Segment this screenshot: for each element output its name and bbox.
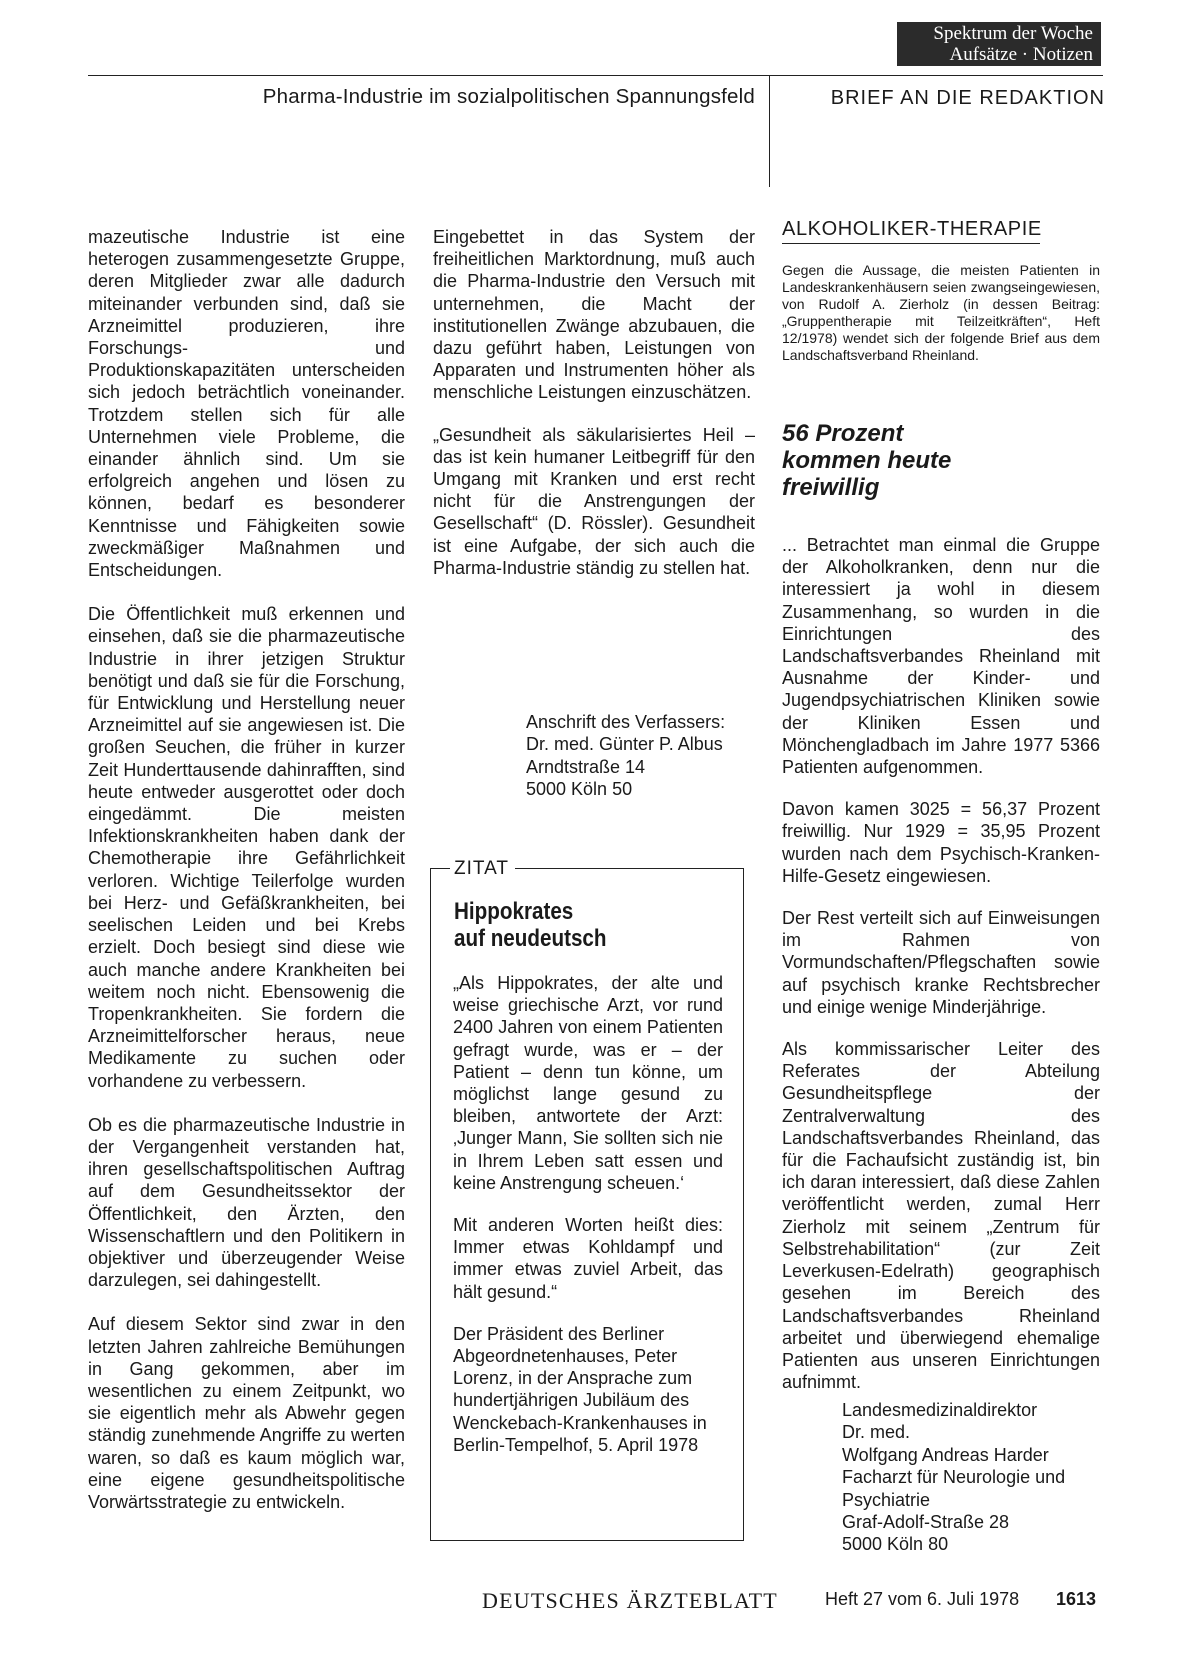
signature-line: Graf-Adolf-Straße 28 [842,1512,1010,1533]
running-title-right: BRIEF AN DIE REDAKTION [830,87,1105,109]
signature-line: Dr. med. [842,1422,911,1443]
issue-info: Heft 27 vom 6. Juli 1978 [825,1589,1020,1609]
quote-title [454,898,695,952]
quote-title-line: auf neudeutsch [454,925,607,952]
letter-headline [782,420,1082,501]
quote-title-line: Hippokrates [454,898,574,925]
address-line: Anschrift des Verfassers: [526,712,726,732]
signature-line: Facharzt für Neurologie und [842,1467,1066,1488]
letter-body [782,534,1100,1393]
paragraph: Davon kamen 3025 = 56,37 Prozent freiwillig. Nur 1929 = 35,95 Prozent wurden nach dem Psychisch-Kranken-Hilfe-Gesetz eingewiesen. [782,799,1100,886]
paragraph: Die Öffentlichkeit muß erkennen und einsehen, daß sie die pharmazeutische Industrie in ihrer jetzigen Struktur benötigt und daß sie für die Forschung, für Entwicklung und Herstellung neuer Arzneimittel auf sie angewiesen ist. Die großen Seuchen, die früher in kurzer Zeit Hunderttausende dahinrafften, sind heute entweder ausgerottet oder doch eingedämmt. Die meisten Infektionskrankheiten haben dank der Chemotherapie ihre Gefährlichkeit verloren. Wichtige Teilerfolge wurden bei Herz- und Gefäßkrankheiten, bei seelischen Leiden und bei Krebs erzielt. Doch besiegt sind diese wie auch manche andere Krankheiten bei weitem noch nicht. Ebensowenig die Tropenkrankheiten. Sie fordern die Arzneimittelforscher heraus, neue Medikamente zu suchen oder vorhandene zu verbessern. [88,604,405,1091]
page-number: 1613 [1056,1589,1097,1609]
signature-line: 5000 Köln 80 [842,1534,949,1555]
address-line: Arndtstraße 14 [526,756,646,777]
paragraph: ... Betrachtet man einmal die Gruppe der Alkoholkranken, denn nur die interessiert ja wohl in diesem Zusammenhang, so wurden in die Einrichtungen des Landschaftsverbandes Rheinland mit Ausnahme der Kinder- und Jugendpsychiatrischen Kliniken sowie der Kliniken Essen und Mönchengladbach im Jahre 1977 5366 Patienten aufgenommen. [782,535,1100,778]
header-rule [88,75,1103,76]
quote-body [453,972,723,1456]
column-divider [769,75,770,187]
headline-line: kommen heute [782,447,952,474]
paragraph: Auf diesem Sektor sind zwar in den letzten Jahren zahlreiche Bemühungen in Gang gekommen, aber im wesentlichen zu einem Zeitpunkt, wo sie eigentlich mehr als Abwehr gegen ständig zunehmende Angriffe zu werten waren, so daß es kaum möglich war, eine eigene gesundheitspolitische Vorwärtsstrategie zu entwickeln. [88,1314,405,1512]
badge-line-1: Spektrum der Woche [933,23,1093,44]
address-line: 5000 Köln 50 [526,779,633,800]
headline-line: 56 Prozent [782,420,904,447]
address-line: Dr. med. Günter P. Albus [526,734,723,755]
paragraph: Eingebettet in das System der freiheitlichen Marktordnung, muß auch die Pharma-Industrie den Versuch mit unternehmen, die Macht der institutionellen Zwänge abzubauen, die dazu geführt haben, Leistungen von Apparaten und Instrumenten höher als menschliche Leistungen einzuschätzen. [433,227,755,403]
letter-signature [842,1399,1102,1556]
article-column-2 [433,226,755,579]
letter-section-title: ALKOHOLIKER-THERAPIE [782,218,1042,240]
quote-paragraph: Mit anderen Worten heißt dies: Immer etwas Kohldampf und immer etwas zuviel Arbeit, das hält gesund.“ [453,1215,723,1302]
section-title-underline [782,243,1040,244]
running-title-left: Pharma-Industrie im sozialpolitischen Spannungsfeld [262,85,755,108]
paragraph: Der Rest verteilt sich auf Einweisungen im Rahmen von Vormundschaften/Pflegschaften sowie auf psychisch kranke Rechtsbrecher und einige wenige Minderjährige. [782,908,1100,1017]
article-column-1 [88,226,405,1513]
section-badge [897,22,1101,66]
signature-line: Landesmedizinaldirektor [842,1400,1038,1420]
paragraph: Ob es die pharmazeutische Industrie in der Vergangenheit verstanden hat, ihren gesellschaftspolitischen Auftrag auf dem Gesundheitssektor der Öffentlichkeit, den Ärzten, den Wissenschaftlern und den Politikern in objektiver und überzeugender Weise darzulegen, sei dahingestellt. [88,1114,405,1291]
quote-paragraph: „Als Hippokrates, der alte und weise griechische Arzt, vor rund 2400 Jahren von einem Patienten gefragt wurde, was er – der Patient – denn tun könne, um möglichst lange gesund zu bleiben, antwortete der Arzt: ‚Junger Mann, Sie sollten sich nie in Ihrem Leben satt essen und keine Anstrengung scheuen.‘ [453,973,723,1193]
journal-name: DEUTSCHES ÄRZTEBLATT [482,1588,778,1613]
signature-line: Wolfgang Andreas Harder [842,1444,1049,1465]
paragraph: „Gesundheit als säkularisiertes Heil – das ist kein humaner Leitbegriff für den Umgang mit Kranken und erst recht nicht für die Anstrengungen der Gesellschaft“ (D. Rössler). Gesundheit ist eine Aufgabe, der sich auch die Pharma-Industrie ständig zu stellen hat. [433,424,755,578]
letter-intro: Gegen die Aussage, die meisten Patienten in Landeskrankenhäusern seien zwangseingewiesen, von Rudolf A. Zierholz (in dessen Beitrag: „Gruppentherapie mit Teilzeitkräften“, Heft 12/1978) wendet sich der folgende Brief aus dem Landschaftsverband Rheinland. [782,262,1100,363]
paragraph: Als kommissarischer Leiter des Referates der Abteilung Gesundheitspflege der Zentralverwaltung des Landschaftsverbandes Rheinland, das für die Fachaufsicht zuständig ist, bin ich daran interessiert, daß diese Zahlen veröffentlicht werden, zumal Herr Zierholz mit seinem „Zentrum für Selbstrehabilitation“ (zur Zeit Leverkusen-Edelrath) geographisch gesehen im Bereich des Landschaftsverbandes Rheinland arbeitet und überwiegend ehemalige Patienten aus unseren Einrichtungen aufnimmt. [782,1039,1100,1393]
headline-line: freiwillig [782,474,880,501]
author-address [526,711,766,801]
badge-line-2: Aufsätze · Notizen [949,44,1093,65]
quote-box-label: ZITAT [450,858,515,880]
signature-line: Psychiatrie [842,1489,931,1510]
paragraph: mazeutische Industrie ist eine heterogen zusammengesetzte Gruppe, deren Mitglieder zwar alle dadurch miteinander verbunden sind, daß sie Arzneimittel produzieren, ihre Forschungs- und Produktionskapazitäten unterscheiden sich jedoch beträchtlich voneinander. Trotzdem stellen sich für alle Unternehmen viele Probleme, die einander ähnlich sind. Um sie erfolgreich angehen und lösen zu können, bedarf es besonderer Kenntnisse und Fähigkeiten sowie zweckmäßiger Maßnahmen und Entscheidungen. [88,227,405,581]
quote-source: Der Präsident des Berliner Abgeordnetenhauses, Peter Lorenz, in der Ansprache zum hundertjährigen Jubiläum des Wenckebach-Krankenhauses in Berlin-Tempelhof, 5. April 1978 [453,1323,707,1455]
